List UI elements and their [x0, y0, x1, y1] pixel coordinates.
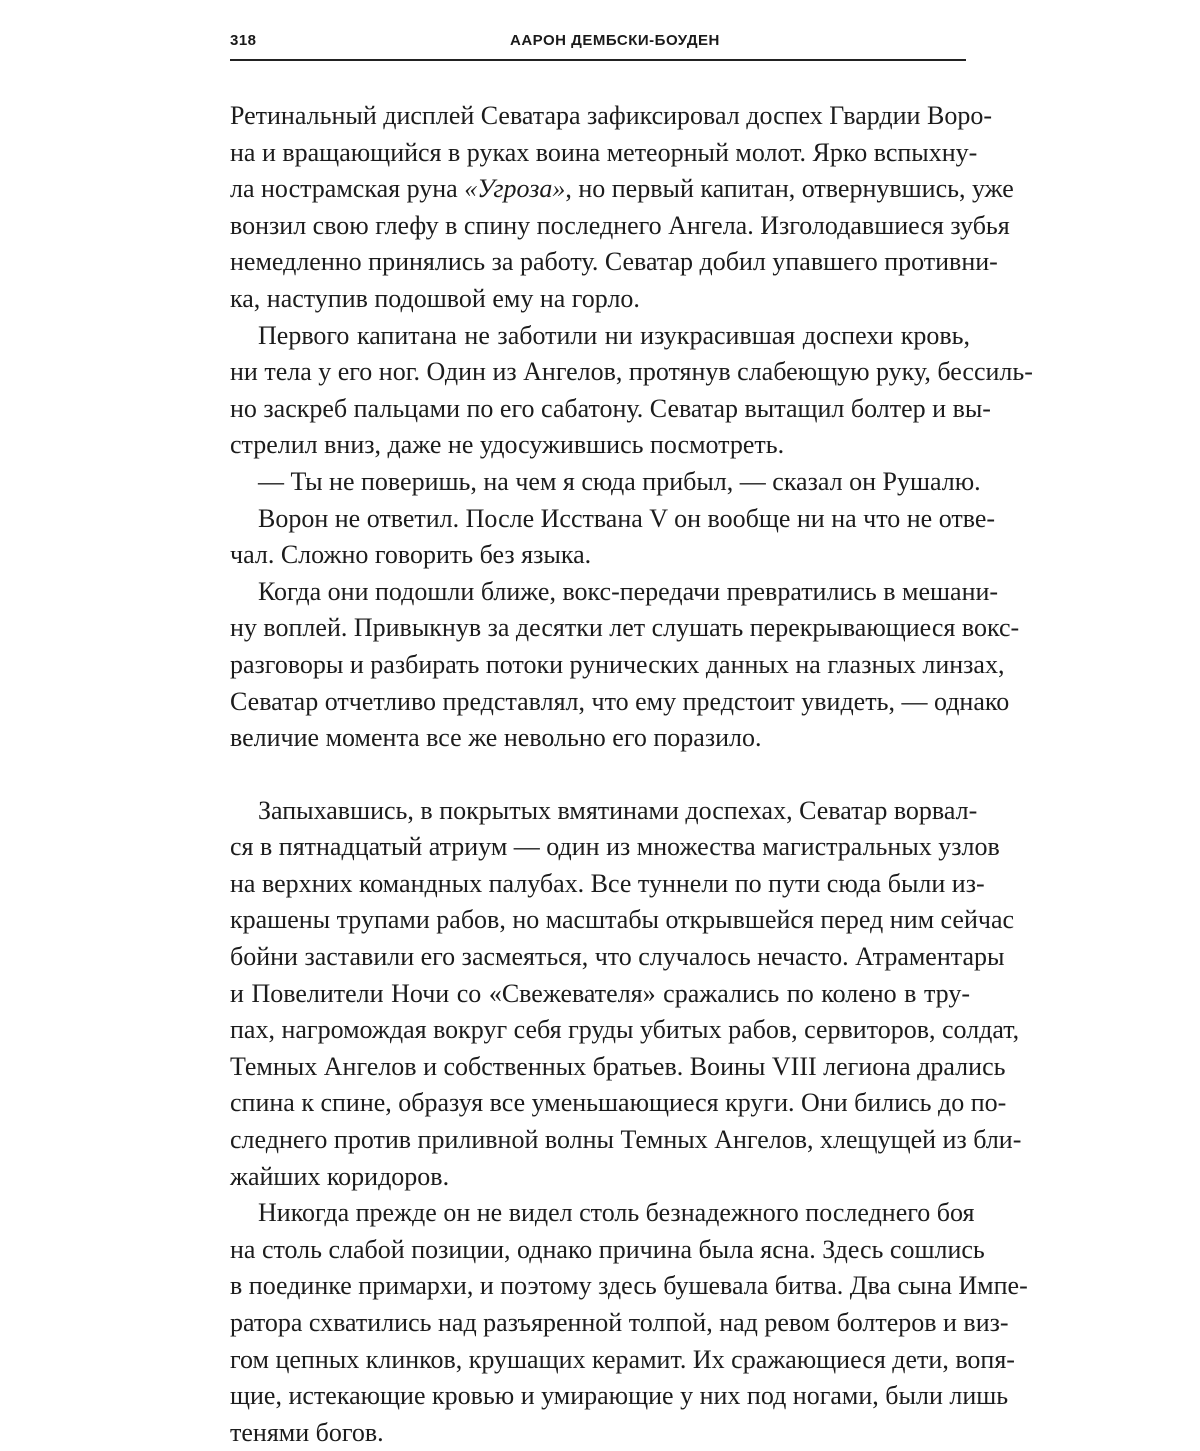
text-line: вонзил свою глефу в спину последнего Ангела. Изголодавшиеся зубья [230, 210, 1010, 240]
text-line: гом цепных клинков, крушащих керамит. Их сражающиеся дети, вопя- [230, 1344, 1015, 1374]
author-name: ААРОН ДЕМБСКИ-БОУДЕН [510, 32, 720, 49]
text-line: — Ты не поверишь, на чем я сюда прибыл, — сказал он Рушалю. [258, 466, 981, 496]
text-line: Первого капитана не заботили ни изукрасившая доспехи кровь, [258, 320, 970, 350]
text-line: Ворон не ответил. После Исствана V он вообще ни на что не отве- [258, 503, 996, 533]
text-line: бойни заставили его засмеяться, что случалось нечасто. Атраментары [230, 942, 1005, 972]
body-text [230, 98, 1033, 1451]
text-line: пах, нагромождая вокруг себя груды убитых рабов, сервиторов, солдат, [230, 1015, 1020, 1045]
text-line: стрелил вниз, даже не удосужившись посмотреть. [230, 430, 785, 460]
text-line: Никогда прежде он не видел столь безнадежного последнего боя [258, 1198, 975, 1228]
text-line: немедленно принялись за работу. Севатар добил упавшего противни- [230, 247, 998, 277]
text-line: на верхних командных палубах. Все туннели по пути сюда были из- [230, 868, 985, 898]
text-line: щие, истекающие кровью и умирающие у них под ногами, были лишь [230, 1381, 1009, 1411]
running-head [230, 28, 966, 58]
text-line: ла нострамская руна «Угроза», но первый капитан, отвернувшись, уже [230, 174, 1014, 204]
text-line: и Повелители Ночи со «Свежевателя» сражались по колено в тру- [230, 978, 970, 1008]
text-line: Когда они подошли ближе, вокс-передачи превратились в мешани- [258, 576, 999, 606]
text-line: величие момента все же невольно его поразило. [230, 723, 762, 753]
text-line: ну воплей. Привыкнув за десятки лет слушать перекрывающиеся вокс- [230, 613, 1020, 643]
text-line: Запыхавшись, в покрытых вмятинами доспехах, Севатар ворвал- [258, 795, 978, 825]
text-line: ся в пятнадцатый атриум — один из множества магистральных узлов [230, 832, 1000, 862]
text-line: разговоры и разбирать потоки рунических данных на глазных линзах, [230, 649, 1005, 679]
text-line: спина к спине, образуя все уменьшающиеся круги. Они бились до по- [230, 1088, 1007, 1118]
text-line: Темных Ангелов и собственных братьев. Воины VIII легиона дрались [230, 1051, 1006, 1081]
text-line: ратора схватились над разъяренной толпой, над ревом болтеров и виз- [230, 1308, 1009, 1337]
text-line: крашены трупами рабов, но масштабы открывшейся перед ним сейчас [230, 905, 1015, 935]
text-line: следнего против приливной волны Темных Ангелов, хлещущей из бли- [230, 1125, 1022, 1155]
text-line: на и вращающийся в руках воина метеорный молот. Ярко вспыхну- [230, 137, 978, 167]
text-line: Ретинальный дисплей Севатара зафиксировал доспех Гвардии Воро- [230, 101, 992, 130]
text-line: ка, наступив подошвой ему на горло. [230, 283, 640, 313]
text-line: на столь слабой позиции, однако причина была ясна. Здесь сошлись [230, 1234, 985, 1264]
text-line: жайших коридоров. [230, 1161, 450, 1191]
text-line: но заскреб пальцами по его сабатону. Севатар вытащил болтер и вы- [230, 393, 991, 423]
page-number: 318 [230, 32, 257, 49]
text-line: Севатар отчетливо представлял, что ему предстоит увидеть, — однако [230, 686, 1010, 716]
text-line: в поединке примархи, и поэтому здесь бушевала битва. Два сына Импе- [230, 1271, 1028, 1301]
text-line: тенями богов. [230, 1417, 384, 1447]
text-line: чал. Сложно говорить без языка. [230, 540, 592, 570]
header-rule [230, 59, 966, 61]
text-line: ни тела у его ног. Один из Ангелов, протянув слабеющую руку, бессиль- [230, 357, 1033, 387]
